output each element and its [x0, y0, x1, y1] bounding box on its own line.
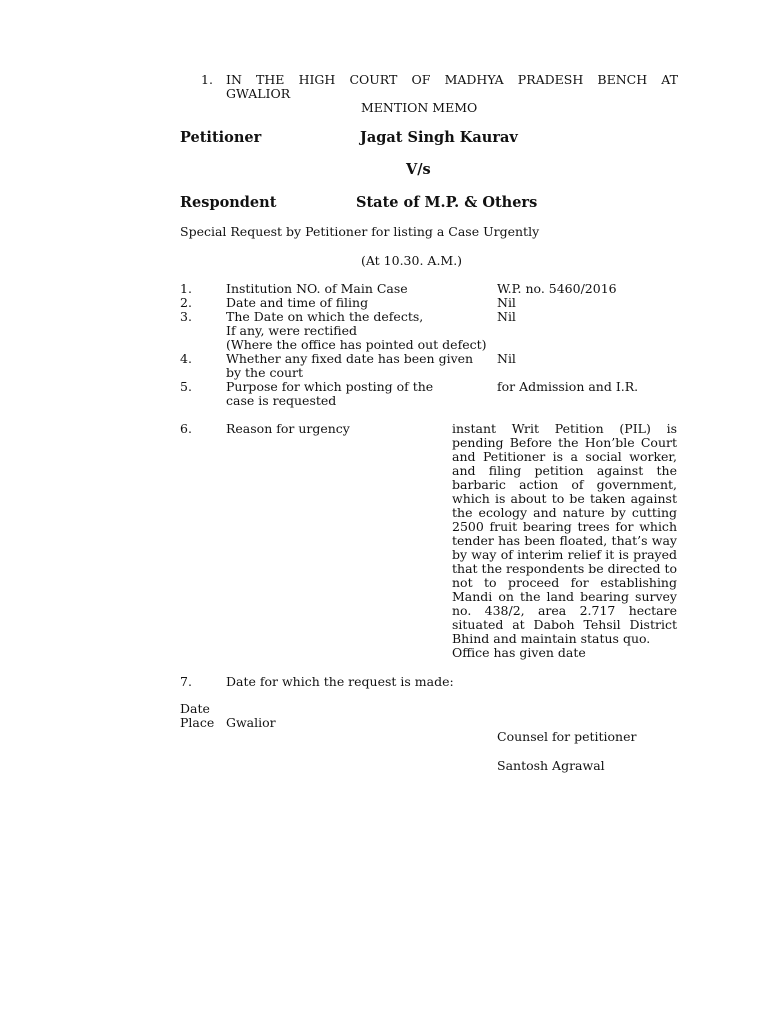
urgency-label: Reason for urgency: [226, 421, 350, 436]
item-label-continued: (Where the office has pointed out defect): [226, 337, 487, 352]
item-value: W.P. no. 5460/2016: [497, 281, 617, 296]
item-number: 4.: [180, 351, 192, 366]
petitioner-label: Petitioner: [180, 129, 262, 146]
urgency-reason-block: [452, 422, 677, 660]
respondent-name: State of M.P. & Others: [356, 194, 538, 211]
item-label: Whether any fixed date has been given: [226, 351, 474, 366]
item-number: 2.: [180, 295, 192, 310]
item-value: Nil: [497, 295, 516, 310]
item-label: The Date on which the defects,: [226, 309, 424, 324]
memo-title: MENTION MEMO: [361, 100, 478, 115]
item-number: 3.: [180, 309, 192, 324]
counsel-label: Counsel for petitioner: [497, 729, 637, 744]
item-label-continued: If any, were rectified: [226, 323, 357, 338]
petitioner-name: Jagat Singh Kaurav: [360, 129, 518, 146]
date-request-number: 7.: [180, 674, 192, 689]
date-request-label: Date for which the request is made:: [226, 674, 454, 689]
date-label: Date: [180, 701, 210, 716]
item-number: 1.: [180, 281, 192, 296]
urgency-number: 6.: [180, 421, 192, 436]
item-number: 5.: [180, 379, 192, 394]
urgency-reason-text: instant Writ Petition (PIL) is pending Before the Hon’ble Court and Petitioner is a social worker, and filing petition against the barbaric action of government, which is about to be taken against the ecology and nature by cutting 2500 fruit bearing trees for which tender has been floated, that’s way by way of interim relief it is prayed that the respondents be directed to not to proceed for establishing Mandi on the land bearing survey no. 438/2, area 2.717 hectare situated at Daboh Tehsil District Bhind and maintain status quo.: [452, 421, 677, 646]
place-value: Gwalior: [226, 715, 276, 730]
office-note: Office has given date: [452, 645, 586, 660]
item-label: Purpose for which posting of the: [226, 379, 434, 394]
item-value: for Admission and I.R.: [497, 379, 639, 394]
court-title-line1: IN THE HIGH COURT OF MADHYA PRADESH BENCH AT: [226, 72, 678, 87]
header-number: 1.: [201, 72, 213, 87]
versus-text: V/s: [406, 161, 431, 178]
item-label: Institution NO. of Main Case: [226, 281, 408, 296]
place-label: Place: [180, 715, 215, 730]
item-label-continued: by the court: [226, 365, 304, 380]
court-title-line2: GWALIOR: [226, 86, 291, 101]
respondent-label: Respondent: [180, 194, 277, 211]
request-time: (At 10.30. A.M.): [361, 253, 463, 268]
item-value: Nil: [497, 351, 516, 366]
item-label-continued: case is requested: [226, 393, 337, 408]
item-label: Date and time of filing: [226, 295, 369, 310]
item-value: Nil: [497, 309, 516, 324]
request-intro: Special Request by Petitioner for listing a Case Urgently: [180, 224, 540, 239]
counsel-name: Santosh Agrawal: [497, 758, 605, 773]
